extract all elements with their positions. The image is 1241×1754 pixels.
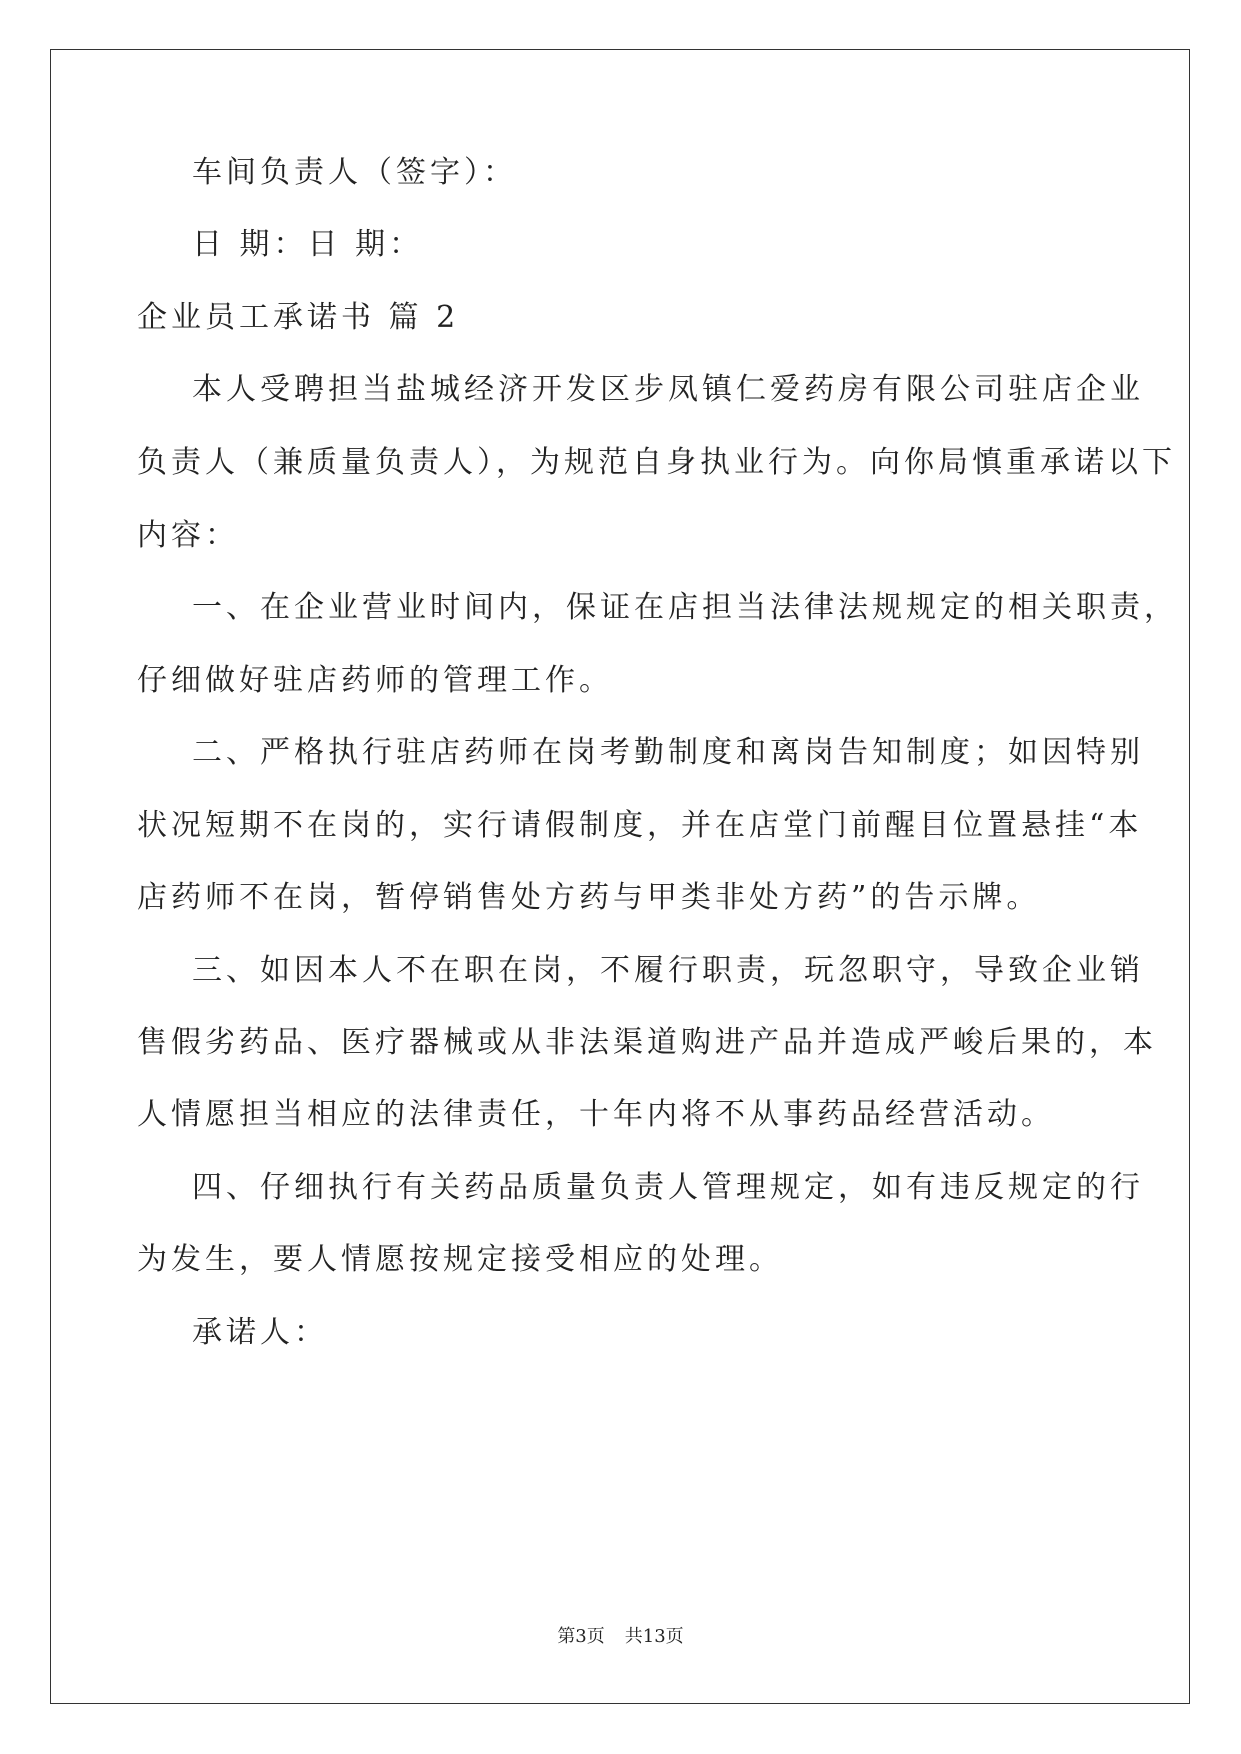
text-line: 四、仔细执行有关药品质量负责人管理规定，如有违反规定的行 <box>192 1170 1144 1205</box>
text-line: 为发生，要人情愿按规定接受相应的处理。 <box>137 1242 783 1277</box>
section-heading: 企业员工承诺书 篇 2 <box>137 300 460 335</box>
text-line: 负责人（兼质量负责人），为规范自身执业行为。向你局慎重承诺以下 <box>137 445 1176 480</box>
text-line: 三、如因本人不在职在岗，不履行职责，玩忽职守，导致企业销 <box>192 953 1144 988</box>
page-number-total: 共13页 <box>624 1626 684 1647</box>
text-line: 本人受聘担当盐城经济开发区步凤镇仁爱药房有限公司驻店企业 <box>192 372 1144 407</box>
text-line: 内容： <box>137 518 239 553</box>
text-line: 日 期：日 期： <box>192 227 424 262</box>
text-line: 仔细做好驻店药师的管理工作。 <box>137 663 613 698</box>
text-line: 人情愿担当相应的法律责任，十年内将不从事药品经营活动。 <box>137 1097 1055 1132</box>
page-number-current: 第3页 <box>557 1626 605 1647</box>
text-line: 二、严格执行驻店药师在岗考勤制度和离岗告知制度；如因特别 <box>192 735 1144 770</box>
page-footer <box>0 1622 1241 1648</box>
text-line: 售假劣药品、医疗器械或从非法渠道购进产品并造成严峻后果的，本 <box>137 1025 1157 1060</box>
text-line: 店药师不在岗，暂停销售处方药与甲类非处方药”的告示牌。 <box>137 880 1041 915</box>
text-line: 一、在企业营业时间内，保证在店担当法律法规规定的相关职责， <box>192 590 1178 625</box>
text-line: 车间负责人（签字）： <box>192 155 517 190</box>
text-line: 状况短期不在岗的，实行请假制度，并在店堂门前醒目位置悬挂“本 <box>137 808 1143 843</box>
text-line: 承诺人： <box>192 1315 328 1350</box>
